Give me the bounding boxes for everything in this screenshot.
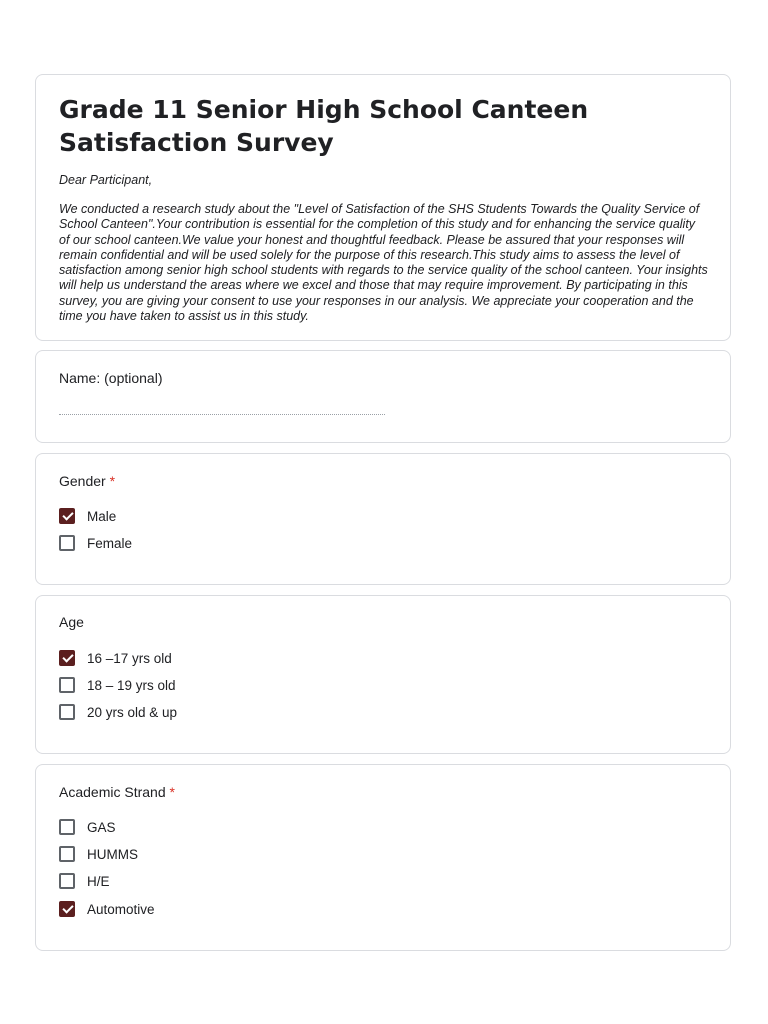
- form-salutation: Dear Participant,: [59, 173, 153, 187]
- checkbox-option[interactable]: [59, 649, 172, 667]
- option-label: GAS: [87, 819, 116, 835]
- checkbox-checked-icon[interactable]: [59, 901, 75, 917]
- checkbox-option[interactable]: [59, 534, 132, 552]
- option-label: 18 – 19 yrs old: [87, 677, 176, 693]
- option-label: Female: [87, 535, 133, 551]
- name-input[interactable]: [59, 414, 385, 415]
- checkbox-option[interactable]: [59, 900, 155, 918]
- checkbox-unchecked-icon[interactable]: [59, 819, 75, 835]
- question-gender-label-text: Gender: [59, 473, 106, 489]
- option-label: 20 yrs old & up: [87, 704, 178, 720]
- option-label: HUMMS: [87, 846, 138, 862]
- option-label: Automotive: [87, 901, 155, 917]
- checkbox-checked-icon[interactable]: [59, 650, 75, 666]
- checkbox-option[interactable]: [59, 845, 138, 863]
- question-age-card: [35, 595, 731, 754]
- question-name-label: Name: (optional): [59, 370, 163, 386]
- checkbox-unchecked-icon[interactable]: [59, 535, 75, 551]
- form-title: Grade 11 Senior High School Canteen Satisfaction Survey: [59, 95, 589, 157]
- form-header-card: [35, 74, 731, 341]
- option-label: Male: [87, 508, 117, 524]
- checkbox-unchecked-icon[interactable]: [59, 704, 75, 720]
- required-asterisk: *: [169, 784, 175, 800]
- checkbox-option[interactable]: [59, 818, 116, 836]
- question-strand-card: [35, 764, 731, 951]
- form-description: We conducted a research study about the "Level of Satisfaction of the SHS Students Towards the Quality Service of School Canteen".Your contribution is essential for the completion of this study and for enhancing the service quality of our school canteen.We value your honest and thoughtful feedback. Please be assured that your responses will remain confidential and will be used solely for the purpose of this research.This study aims to assess the level of satisfaction among senior high school students with regards to the service quality of the school canteen. Your insights will help us understand the areas where we excel and those that may require improvement. By participating in this survey, you are giving your consent to use your responses in our analysis. We appreciate your cooperation and the time you have taken to assist us in this study.: [59, 202, 708, 324]
- question-name-card: [35, 350, 731, 443]
- checkbox-option[interactable]: [59, 507, 116, 525]
- question-gender-card: [35, 453, 731, 585]
- checkbox-option[interactable]: [59, 872, 110, 890]
- option-label: 16 –17 yrs old: [87, 650, 172, 666]
- question-strand-label-text: Academic Strand: [59, 784, 166, 800]
- checkbox-unchecked-icon[interactable]: [59, 677, 75, 693]
- option-label: H/E: [87, 873, 110, 889]
- checkbox-unchecked-icon[interactable]: [59, 846, 75, 862]
- checkbox-unchecked-icon[interactable]: [59, 873, 75, 889]
- checkbox-option[interactable]: [59, 703, 177, 721]
- question-age-label: Age: [59, 614, 84, 630]
- question-strand-label: [59, 783, 175, 801]
- checkbox-checked-icon[interactable]: [59, 508, 75, 524]
- required-asterisk: *: [109, 473, 116, 489]
- checkbox-option[interactable]: [59, 676, 176, 694]
- question-gender-label: [59, 472, 115, 490]
